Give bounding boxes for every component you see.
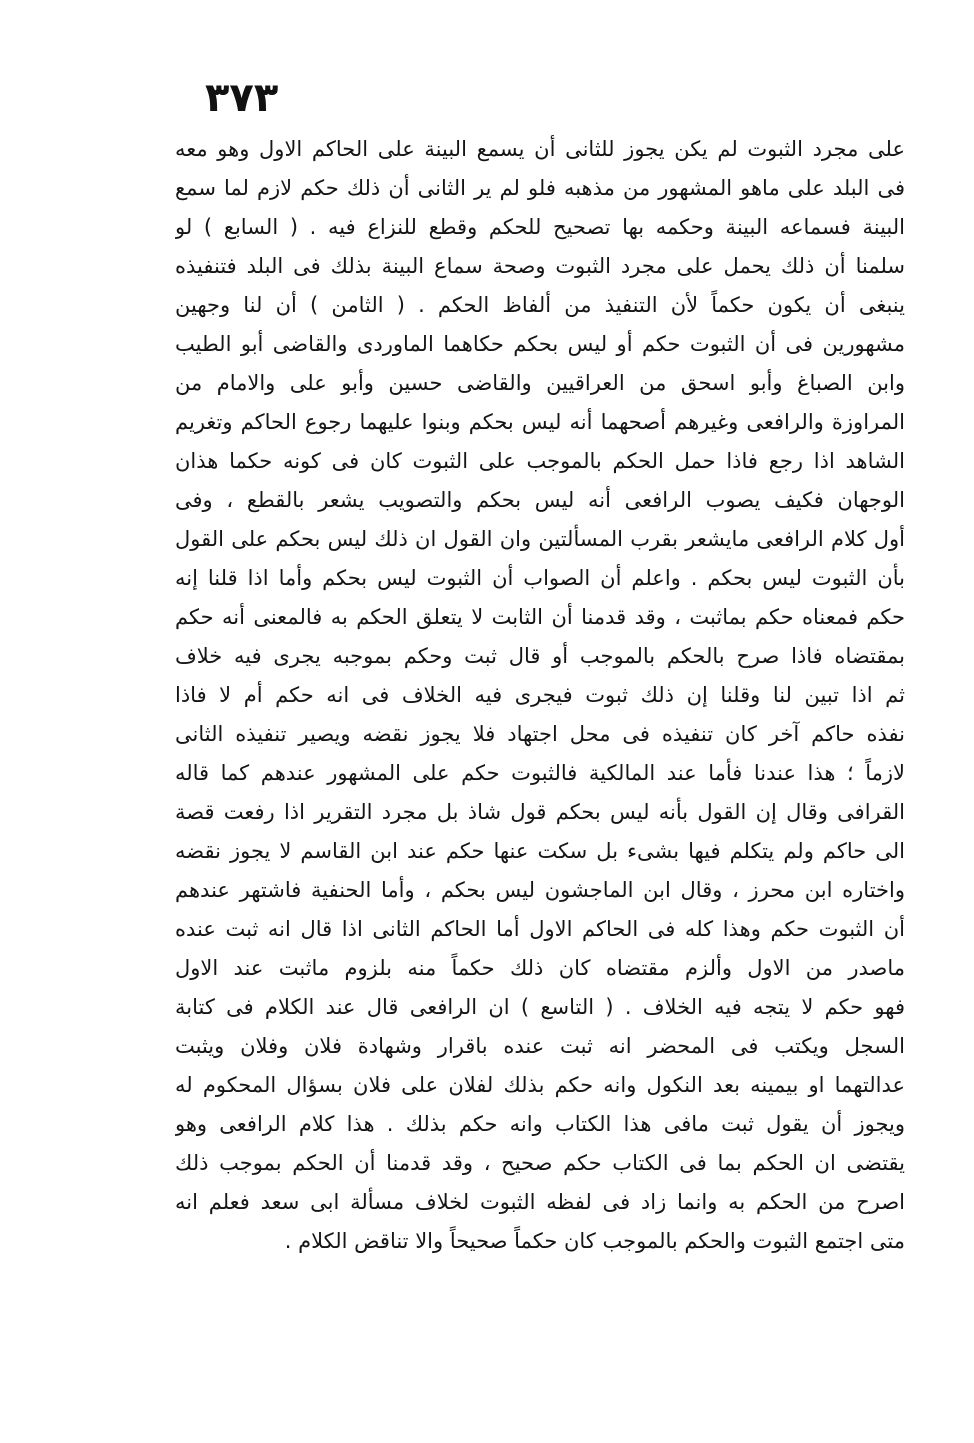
text-line: فى البلد على ماهو المشهور من مذهبه فلو لم ير الثانى أن ذلك حكم لازم لما سمع <box>175 176 905 200</box>
text-line: حكم فمعناه حكم بماثبت ، وقد قدمنا أن الثابت لا يتعلق الحكم به فالمعنى أنه حكم <box>175 605 905 629</box>
text-line: وابن الصباغ وأبو اسحق من العراقيين والقاضى حسين وأبو على والامام من <box>175 371 905 395</box>
page-number: ٣٧٣ <box>205 75 279 121</box>
text-line: لازماً ؛ هذا عندنا فأما عند المالكية فالثبوت حكم على المشهور عندهم كما قاله <box>175 761 905 785</box>
text-line: فهو حكم لا يتجه فيه الخلاف . ( التاسع ) ان الرافعى قال عند الكلام فى كتابة <box>175 995 905 1019</box>
text-line: القرافى وقال إن القول بأنه ليس بحكم قول شاذ بل مجرد التقرير اذا رفعت قصة <box>175 800 905 824</box>
text-line: واختاره ابن محرز ، وقال ابن الماجشون ليس بحكم ، وأما الحنفية فاشتهر عندهم <box>175 878 905 902</box>
text-line: ويجوز أن يقول ثبت مافى هذا الكتاب وانه حكم بذلك . هذا كلام الرافعى وهو <box>175 1112 905 1136</box>
text-line: أول كلام الرافعى مايشعر بقرب المسألتين وان القول ان ذلك ليس بحكم على القول <box>175 527 905 551</box>
text-line: المراوزة والرافعى وغيرهم أصحهما أنه ليس بحكم وبنوا عليهما رجوع الحاكم وتغريم <box>175 410 905 434</box>
text-line: سلمنا أن ذلك يحمل على مجرد الثبوت وصحة سماع البينة بذلك فى البلد فتنفيذه <box>175 254 905 278</box>
text-line: اصرح من الحكم به وانما زاد فى لفظه الثبوت لخلاف مسألة ابى سعد فعلم انه <box>175 1190 905 1214</box>
text-line: ثم اذا تبين لنا وقلنا إن ذلك ثبوت فيجرى فيه الخلاف فى انه حكم أم لا فاذا <box>175 683 905 707</box>
text-line: الى حاكم ولم يتكلم فيها بشىء بل سكت عنها حكم عند ابن القاسم لا يجوز نقضه <box>175 839 905 863</box>
text-line: عدالتهما او بيمينه بعد النكول وانه حكم بذلك لفلان على فلان بسؤال المحكوم له <box>175 1073 905 1097</box>
text-line: البينة فسماعه البينة وحكمه بها تصحيح للحكم وقطع للنزاع فيه . ( السابع ) لو <box>175 215 905 239</box>
text-line: ماصدر من الاول وألزم مقتضاه كان ذلك حكماً منه بلزوم ماثبت عند الاول <box>175 956 905 980</box>
text-line: متى اجتمع الثبوت والحكم بالموجب كان حكماً صحيحاً والا تناقض الكلام . <box>284 1229 905 1253</box>
text-line: الوجهان فكيف يصوب الرافعى أنه ليس بحكم والتصويب يشعر بالقطع ، وفى <box>175 488 905 512</box>
text-line: بمقتضاه فاذا صرح بالحكم بالموجب أو قال ثبت وحكم بموجبه يجرى فيه خلاف <box>175 644 905 668</box>
text-line: يقتضى ان الحكم بما فى الكتاب حكم صحيح ، وقد قدمنا أن الحكم بموجب ذلك <box>175 1151 905 1175</box>
text-line: ينبغى أن يكون حكماً لأن التنفيذ من ألفاظ الحكم . ( الثامن ) أن لنا وجهين <box>175 293 905 317</box>
body-text <box>175 130 905 1261</box>
text-line: السجل ويكتب فى المحضر انه ثبت عنده باقرار وشهادة فلان وفلان ويثبت <box>175 1034 905 1058</box>
text-line: نفذه حاكم آخر كان تنفيذه فى محل اجتهاد فلا يجوز نقضه ويصير تنفيذه الثانى <box>175 722 905 746</box>
text-line: الشاهد اذا رجع فاذا حمل الحكم بالموجب على الثبوت كان فى كونه حكما هذان <box>175 449 905 473</box>
text-line: مشهورين فى أن الثبوت حكم أو ليس بحكم حكاهما الماوردى والقاضى أبو الطيب <box>175 332 905 356</box>
text-line: على مجرد الثبوت لم يكن يجوز للثانى أن يسمع البينة على الحاكم الاول وهو معه <box>175 137 905 161</box>
text-line: بأن الثبوت ليس بحكم . واعلم أن الصواب أن الثبوت ليس بحكم وأما اذا قلنا إنه <box>175 566 905 590</box>
text-line: أن الثبوت حكم وهذا كله فى الحاكم الاول أما الحاكم الثانى اذا قال انه ثبت عنده <box>175 917 905 941</box>
